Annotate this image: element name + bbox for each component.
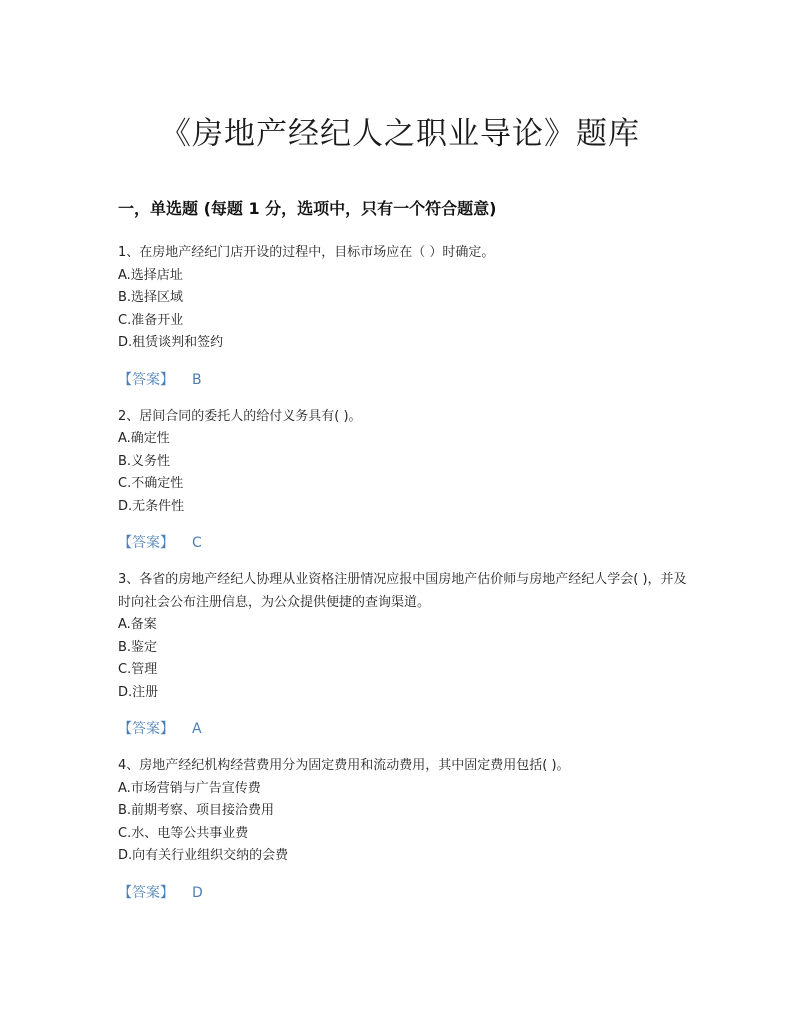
- option-c: C.准备开业: [118, 312, 184, 328]
- answer-line: [118, 882, 688, 904]
- question-1: [118, 242, 688, 391]
- answer-value: C: [192, 535, 202, 551]
- option-a: A.备案: [118, 617, 157, 632]
- question-list: [118, 242, 688, 919]
- answer-line: [118, 718, 688, 740]
- question-stem: 3、各省的房地产经纪人协理从业资格注册情况应报中国房地产估价师与房地产经纪人学会( )，并及时向社会公布注册信息，为公众提供便捷的查询渠道。: [118, 572, 687, 610]
- option-d: D.租赁谈判和签约: [118, 335, 224, 350]
- option-b: B.义务性: [118, 453, 171, 469]
- answer-line: [118, 369, 688, 391]
- section-heading: 一，单选题 (每题 1 分，选项中，只有一个符合题意): [118, 199, 497, 218]
- question-3: [118, 569, 688, 740]
- option-a: A.确定性: [118, 431, 170, 446]
- option-c: C.水、电等公共事业费: [118, 825, 249, 841]
- option-b: B.选择区域: [118, 290, 184, 305]
- answer-line: [118, 532, 688, 554]
- option-b: B.前期考察、项目接洽费用: [118, 803, 275, 818]
- answer-label: 【答案】: [118, 884, 174, 901]
- option-d: D.无条件性: [118, 498, 185, 514]
- question-4: [118, 755, 688, 904]
- answer-label: 【答案】: [118, 535, 174, 551]
- answer-value: A: [192, 721, 202, 737]
- option-b: B.鉴定: [118, 639, 158, 655]
- question-stem: 2、居间合同的委托人的给付义务具有( )。: [118, 408, 362, 424]
- option-c: C.管理: [118, 662, 158, 677]
- question-stem: 4、房地产经纪机构经营费用分为固定费用和流动费用，其中固定费用包括( )。: [118, 758, 570, 773]
- question-stem: 1、在房地产经纪门店开设的过程中，目标市场应在（ ）时确定。: [118, 245, 495, 260]
- option-d: D.注册: [118, 684, 159, 700]
- document-title: 《房地产经纪人之职业导论》题库: [160, 116, 640, 152]
- answer-label: 【答案】: [118, 371, 174, 388]
- option-a: A.市场营销与广告宣传费: [118, 780, 261, 796]
- answer-value: B: [192, 371, 202, 388]
- answer-label: 【答案】: [118, 721, 174, 737]
- option-c: C.不确定性: [118, 476, 184, 491]
- question-2: [118, 406, 688, 555]
- answer-value: D: [192, 884, 203, 901]
- option-a: A.选择店址: [118, 267, 183, 283]
- option-d: D.向有关行业组织交纳的会费: [118, 848, 289, 863]
